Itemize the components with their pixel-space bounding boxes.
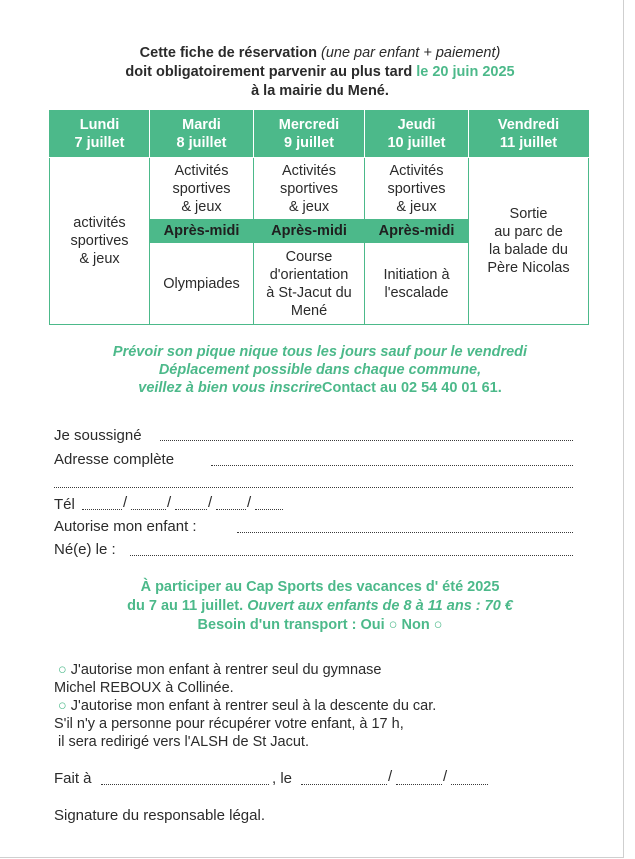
soussigne-field[interactable]: [160, 440, 573, 441]
header-line2: doit obligatoirement parvenir au plus tard: [125, 64, 413, 80]
adresse-label: Adresse complète: [54, 451, 175, 468]
notes-block: [0, 343, 635, 397]
tel-field-part2[interactable]: [131, 509, 166, 510]
auth-car-radio[interactable]: ○: [58, 698, 67, 714]
afternoon-label-wednesday: Après-midi: [254, 220, 365, 243]
tel-field-part5[interactable]: [255, 509, 283, 510]
date-month-field[interactable]: [396, 784, 442, 785]
auth-gymnase-radio[interactable]: ○: [58, 662, 67, 678]
fait-label: Fait à: [54, 770, 92, 787]
date-year-field[interactable]: [451, 784, 488, 785]
thursday-morning: Activités sportives & jeux: [365, 158, 469, 220]
monday-activity: activités sportives & jeux: [50, 158, 150, 325]
transport-oui-radio[interactable]: ○: [388, 617, 398, 633]
tel-field-part3[interactable]: [175, 509, 207, 510]
soussigne-label: Je soussigné: [54, 427, 142, 444]
auth-gymnase: [54, 661, 381, 679]
day-header-tuesday: Mardi 8 juillet: [150, 111, 254, 158]
wednesday-morning: Activités sportives & jeux: [254, 158, 365, 220]
day-header-monday: Lundi 7 juillet: [50, 111, 150, 158]
autorise-field[interactable]: [237, 532, 573, 533]
date-day-field[interactable]: [301, 784, 387, 785]
cap-sports-title: À participer au Cap Sports des vacances d' été 2025: [140, 579, 500, 595]
tel-field-part4[interactable]: [216, 509, 246, 510]
note-register: veillez à bien vous inscrire: [138, 380, 322, 396]
birthdate-label: Né(e) le :: [54, 541, 116, 558]
header-line3: à la mairie du Mené.: [251, 83, 389, 99]
cap-sports-price: Ouvert aux enfants de 8 à 11 ans : 70 €: [247, 598, 513, 614]
auth-car-text: J'autorise mon enfant à rentrer seul à la descente du car.: [70, 698, 437, 714]
thursday-afternoon: Initiation à l'escalade: [365, 243, 469, 325]
alsh-note-line1: S'il n'y a personne pour récupérer votre enfant, à 17 h,: [54, 716, 404, 732]
alsh-note-line2: il sera redirigé vers l'ALSH de St Jacut.: [58, 734, 309, 750]
tel-field-part1[interactable]: [82, 509, 122, 510]
cap-sports-block: [0, 578, 635, 635]
note-picnic: Prévoir son pique nique tous les jours sauf pour le vendredi: [112, 344, 528, 360]
header-line1-italic: (une par enfant + paiement): [320, 45, 501, 61]
fait-place-field[interactable]: [101, 784, 269, 785]
reservation-header: [0, 44, 635, 101]
adresse-field-line2[interactable]: [54, 487, 573, 488]
auth-car: [54, 697, 436, 715]
autorise-label: Autorise mon enfant :: [54, 518, 197, 535]
afternoon-label-thursday: Après-midi: [365, 220, 469, 243]
schedule-table: [49, 110, 589, 325]
birthdate-field[interactable]: [130, 555, 573, 556]
adresse-field[interactable]: [211, 465, 573, 466]
friday-activity: Sortie au parc de la balade du Père Nicolas: [469, 158, 589, 325]
note-transport: Déplacement possible dans chaque commune,: [158, 362, 482, 378]
signature-label: Signature du responsable légal.: [54, 807, 265, 824]
transport-non-label: Non: [401, 617, 430, 633]
day-header-thursday: Jeudi 10 juillet: [365, 111, 469, 158]
auth-gymnase-line2: Michel REBOUX à Collinée.: [54, 680, 234, 696]
date-separator: /: [443, 768, 448, 785]
afternoon-label-tuesday: Après-midi: [150, 220, 254, 243]
tel-separator: /: [167, 494, 172, 511]
tuesday-morning: Activités sportives & jeux: [150, 158, 254, 220]
day-header-wednesday: Mercredi 9 juillet: [254, 111, 365, 158]
tuesday-afternoon: Olympiades: [150, 243, 254, 325]
schedule-header-row: [50, 111, 589, 158]
contact-phone: Contact au 02 54 40 01 61.: [322, 380, 502, 396]
date-label: , le: [272, 770, 293, 787]
transport-non-radio[interactable]: ○: [433, 617, 443, 633]
auth-gymnase-text: J'autorise mon enfant à rentrer seul du gymnase: [70, 662, 382, 678]
tel-separator: /: [247, 494, 252, 511]
cap-sports-dates: du 7 au 11 juillet.: [127, 598, 244, 614]
transport-question: Besoin d'un transport : Oui: [197, 617, 385, 633]
tel-separator: /: [123, 494, 128, 511]
header-line1: Cette fiche de réservation: [139, 45, 317, 61]
tel-label: Tél: [54, 496, 75, 513]
tel-separator: /: [208, 494, 213, 511]
day-header-friday: Vendredi 11 juillet: [469, 111, 589, 158]
wednesday-afternoon: Course d'orientation à St-Jacut du Mené: [254, 243, 365, 325]
deadline-date: le 20 juin 2025: [416, 64, 515, 80]
date-separator: /: [388, 768, 393, 785]
